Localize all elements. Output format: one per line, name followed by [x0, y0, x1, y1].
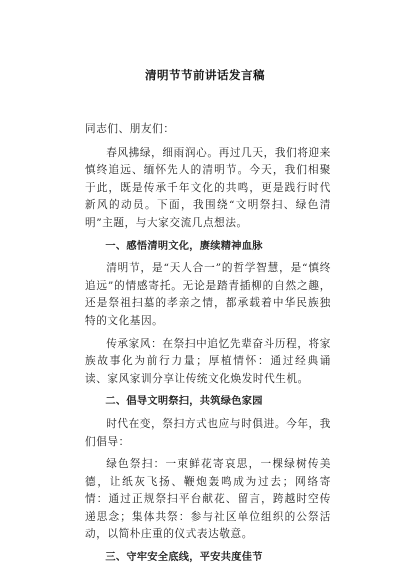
section-heading-3: 三、守牢安全底线，平安共度佳节 — [105, 552, 263, 564]
document-title: 清明节节前讲话发言稿 — [145, 68, 265, 82]
paragraph-times-change: 时代在变，祭扫方式也应与时俱进。今年，我们倡导： — [85, 417, 331, 448]
paragraph-family-tradition: 传承家风：在祭扫中追忆先辈奋斗历程，将家族故事化为前行力量；厚植情怀：通过经典诵读、家风家训分享让传统文化焕发时代生机。 — [85, 337, 331, 385]
section-heading-1: 一、感悟清明文化，赓续精神血脉 — [105, 240, 263, 252]
document-body — [85, 121, 331, 572]
paragraph-green-sweeping: 绿色祭扫：一束鲜花寄哀思，一棵绿树传美德，让纸灰飞扬、鞭炮轰鸣成为过去；网络寄情：通过正规祭扫平台献花、留言，跨越时空传递思念；集体共祭：参与社区单位组织的公祭活动，以简朴庄重的仪式表达敬意。 — [85, 458, 331, 541]
paragraph-intro: 春风拂绿，细雨润心。再过几天，我们将迎来慎终追远、缅怀先人的清明节。今天，我们相聚于此，既是传承千年文化的共鸣，更是践行时代新风的动员。下面，我围绕“文明祭扫、绿色清明”主题，与大家交流几点想法。 — [85, 146, 331, 229]
greeting: 同志们、朋友们： — [85, 123, 175, 135]
paragraph-culture: 清明节，是“天人合一”的哲学智慧，是“慎终追远”的情感寄托。无论是踏青插柳的自然之趣，还是祭祖扫墓的孝亲之情，都承载着中华民族独特的文化基因。 — [85, 262, 331, 327]
section-heading-2: 二、倡导文明祭扫，共筑绿色家园 — [105, 396, 263, 408]
